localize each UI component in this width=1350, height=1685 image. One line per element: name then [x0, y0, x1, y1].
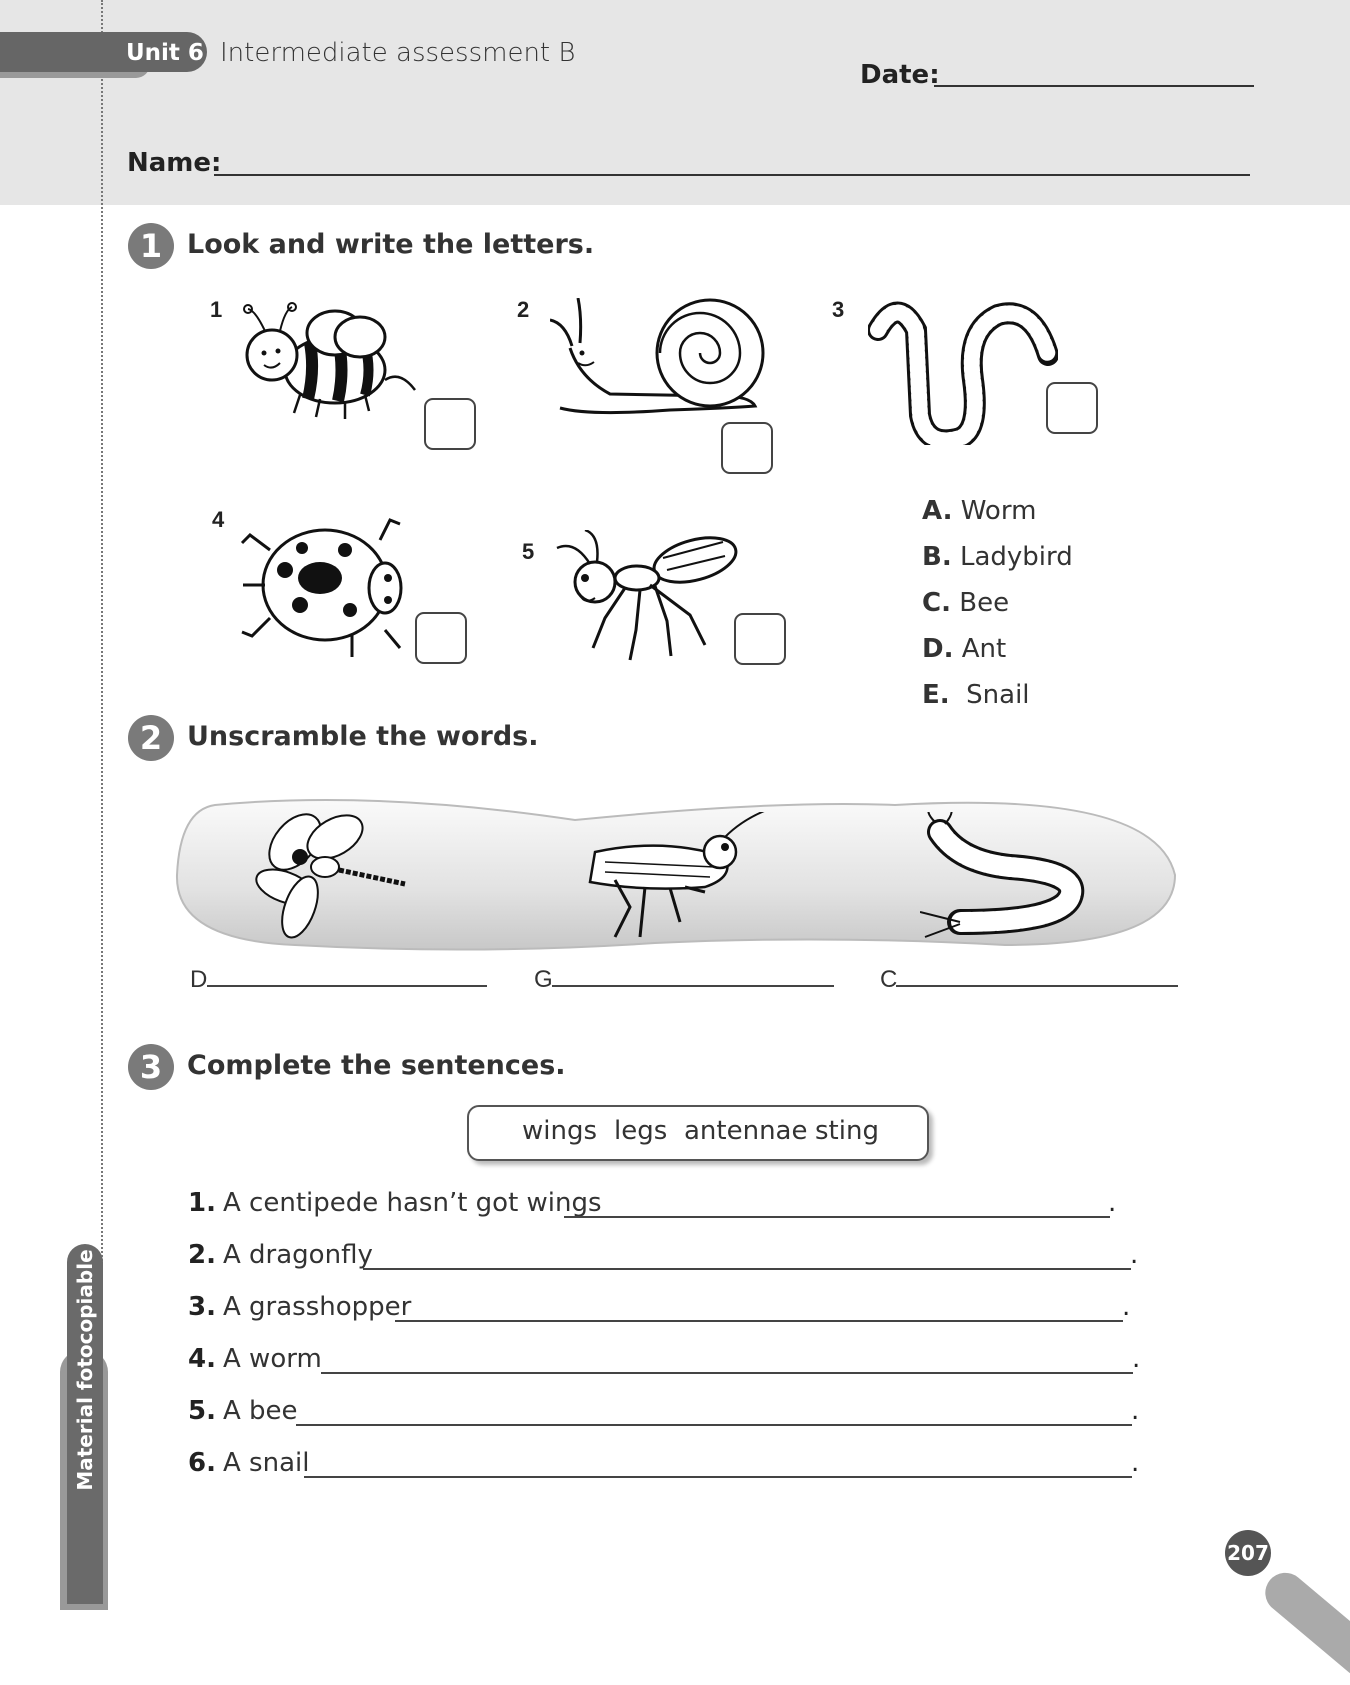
section-2-title: Unscramble the words.: [187, 721, 539, 752]
sentence-answer-line[interactable]: [296, 1424, 1132, 1426]
bank-word: sting: [815, 1116, 879, 1146]
ant-icon: [555, 530, 740, 665]
sentence-answer-line[interactable]: [304, 1476, 1132, 1478]
option-b: B. Ladybird: [922, 542, 1073, 572]
sentence-text: A grasshopper: [223, 1292, 412, 1322]
sentence-number: 6.: [188, 1448, 216, 1478]
section-3-number: 3: [128, 1044, 174, 1090]
sentence-text: A bee: [223, 1396, 298, 1426]
section-1-number: 1: [128, 223, 174, 269]
sentence-answer-line[interactable]: [321, 1372, 1133, 1374]
item-number: 4: [212, 507, 225, 532]
answer-box-4[interactable]: [415, 612, 467, 664]
bank-word: wings: [522, 1116, 598, 1146]
answer-box-5[interactable]: [734, 613, 786, 665]
section-3-title: Complete the sentences.: [187, 1050, 566, 1081]
bank-word: antennae: [684, 1116, 808, 1146]
ladybird-icon: [240, 510, 415, 660]
name-field[interactable]: [214, 174, 1250, 176]
centipede-icon: [920, 812, 1100, 947]
word-letter-g: G: [534, 966, 553, 993]
section-2-number: 2: [128, 715, 174, 761]
page-corner-tab: [1257, 1565, 1350, 1685]
name-label: Name:: [127, 148, 222, 178]
bank-word: legs: [614, 1116, 668, 1146]
section-1-title: Look and write the letters.: [187, 229, 595, 260]
sentence-number: 1.: [188, 1188, 216, 1218]
sentence-end-mark: .: [1132, 1344, 1141, 1374]
unit-label: Unit 6: [126, 40, 204, 66]
option-e: E. Snail: [922, 680, 1030, 710]
sentence-answer-line[interactable]: [395, 1320, 1123, 1322]
item-number: 3: [832, 297, 845, 322]
assessment-title: Intermediate assessment B: [220, 38, 576, 68]
item-number: 1: [210, 297, 223, 322]
option-c: C. Bee: [922, 588, 1010, 618]
item-number: 5: [522, 539, 535, 564]
grasshopper-icon: [585, 812, 775, 942]
sentence-text: A worm: [223, 1344, 322, 1374]
bee-icon: [240, 295, 420, 425]
word-line-1[interactable]: [207, 985, 487, 987]
word-line-2[interactable]: [552, 985, 834, 987]
sentence-number: 2.: [188, 1240, 216, 1270]
answer-box-1[interactable]: [424, 398, 476, 450]
sentence-end-mark: .: [1131, 1448, 1140, 1478]
sentence-number: 4.: [188, 1344, 216, 1374]
dragonfly-icon: [255, 812, 415, 942]
sentence-end-mark: .: [1108, 1188, 1117, 1218]
sentence-number: 5.: [188, 1396, 216, 1426]
word-line-3[interactable]: [896, 985, 1178, 987]
snail-icon: [550, 298, 770, 428]
date-label: Date:: [860, 60, 940, 90]
answer-box-2[interactable]: [721, 422, 773, 474]
word-letter-c: C: [880, 966, 898, 993]
sentence-answer-line[interactable]: [363, 1268, 1131, 1270]
sentence-text: A snail: [223, 1448, 310, 1478]
worm-icon: [868, 300, 1058, 445]
date-field[interactable]: [934, 85, 1254, 87]
sentence-answer-line[interactable]: [564, 1216, 1110, 1218]
sentence-number: 3.: [188, 1292, 216, 1322]
sentence-text: A dragonfly: [223, 1240, 373, 1270]
item-number: 2: [517, 297, 530, 322]
sentence-end-mark: .: [1131, 1396, 1140, 1426]
option-a: A. Worm: [922, 496, 1037, 526]
sentence-end-mark: .: [1130, 1240, 1139, 1270]
sentence-text: A centipede hasn’t got wings: [223, 1188, 602, 1218]
page-number: 207: [1225, 1530, 1271, 1576]
sentence-end-mark: .: [1122, 1292, 1131, 1322]
word-letter-d: D: [190, 966, 208, 993]
side-label: Material fotocopiable: [73, 1249, 97, 1491]
answer-box-3[interactable]: [1046, 382, 1098, 434]
option-d: D. Ant: [922, 634, 1007, 664]
